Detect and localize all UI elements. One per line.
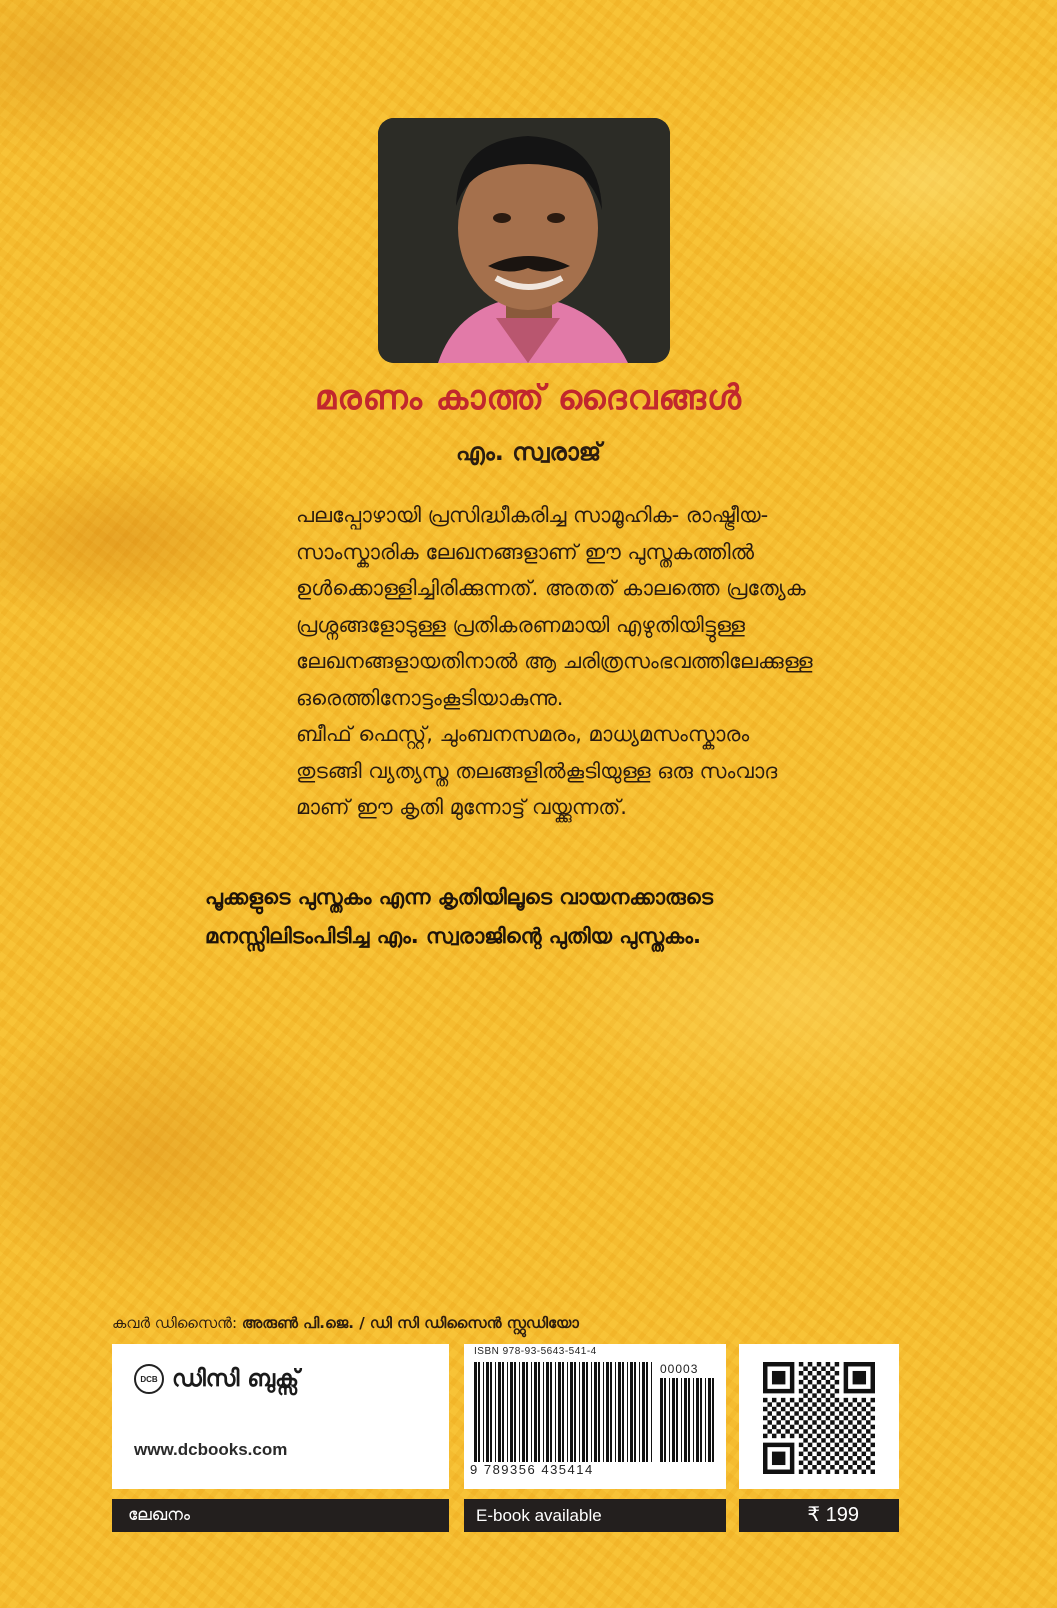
publisher-website: www.dcbooks.com — [134, 1440, 288, 1459]
blurb-line: ഉൾക്കൊള്ളിച്ചിരിക്കുന്നത്. അതത് കാലത്തെ പ്രത്യേക — [296, 576, 806, 600]
barcode-addon-icon — [660, 1378, 716, 1462]
price-label: ₹ 199 — [739, 1499, 899, 1532]
publisher-panel — [112, 1344, 449, 1489]
publisher-logo-row — [134, 1364, 299, 1394]
ebook-availability: E-book available — [464, 1499, 726, 1532]
blurb-line: പലപ്പോഴായി പ്രസിദ്ധീകരിച്ച സാമൂഹിക- രാഷ്ട്രീയ- — [296, 503, 769, 527]
author-photo — [378, 118, 670, 363]
blurb-line: പ്രശ്നങ്ങളോടുള്ള പ്രതികരണമായി എഴുതിയിട്ടുള്ള — [296, 612, 745, 637]
credit-designer: അരുൺ പി.ജെ. / ഡി സി ഡിസൈൻ സ്റ്റുഡിയോ — [241, 1314, 579, 1332]
genre-label: ലേഖനം — [112, 1499, 449, 1532]
blurb-line: തുടങ്ങി വ്യത്യസ്ത തലങ്ങളിൽകൂടിയുള്ള ഒരു സംവാദ — [296, 758, 778, 783]
dcb-logo-icon: DCB — [134, 1364, 164, 1394]
cover-design-credit — [112, 1314, 579, 1332]
publisher-info-box — [112, 1344, 899, 1534]
isbn-label: ISBN 978-93-5643-541-4 — [474, 1346, 597, 1357]
qr-panel — [739, 1344, 899, 1489]
blurb-line: മാണ് ഈ കൃതി മുന്നോട്ട് വയ്ക്കുന്നത്. — [296, 795, 627, 819]
blurb-line: ഒരെത്തിനോട്ടംകൂടിയാകുന്നു. — [296, 685, 564, 710]
book-title: മരണം കാത്ത് ദൈവങ്ങൾ — [314, 378, 743, 418]
blurb-line: സാംസ്കാരിക ലേഖനങ്ങളാണ് ഈ പുസ്തകത്തിൽ — [296, 539, 755, 564]
barcode-addon: 00003 — [660, 1362, 699, 1376]
tagline — [205, 878, 925, 956]
tagline-line: മനസ്സിലിടംപിടിച്ച എം. സ്വരാജിന്റെ പുതിയ പുസ്തകം. — [205, 924, 701, 948]
blurb-line: ബീഫ് ഫെസ്റ്റ്, ചുംബനസമരം, മാധ്യമസംസ്കാരം — [296, 722, 750, 746]
tagline-line: പൂക്കളുടെ പുസ്തകം എന്ന കൃതിയിലൂടെ വായനക്കാരുടെ — [205, 885, 714, 909]
barcode-icon — [474, 1362, 654, 1462]
barcode-panel — [464, 1344, 726, 1489]
publisher-name: ഡിസി ബുക്സ് — [172, 1366, 300, 1392]
credit-label: കവർ ഡിസൈൻ: — [112, 1314, 238, 1332]
blurb — [296, 497, 906, 826]
blurb-line: ലേഖനങ്ങളായതിനാൽ ആ ചരിത്രസംഭവത്തിലേക്കുള്ള — [296, 649, 813, 673]
author-name: എം. സ്വരാജ് — [455, 438, 602, 466]
qr-code-icon — [763, 1362, 875, 1474]
ean-digits: 9 789356 435414 — [470, 1462, 594, 1477]
